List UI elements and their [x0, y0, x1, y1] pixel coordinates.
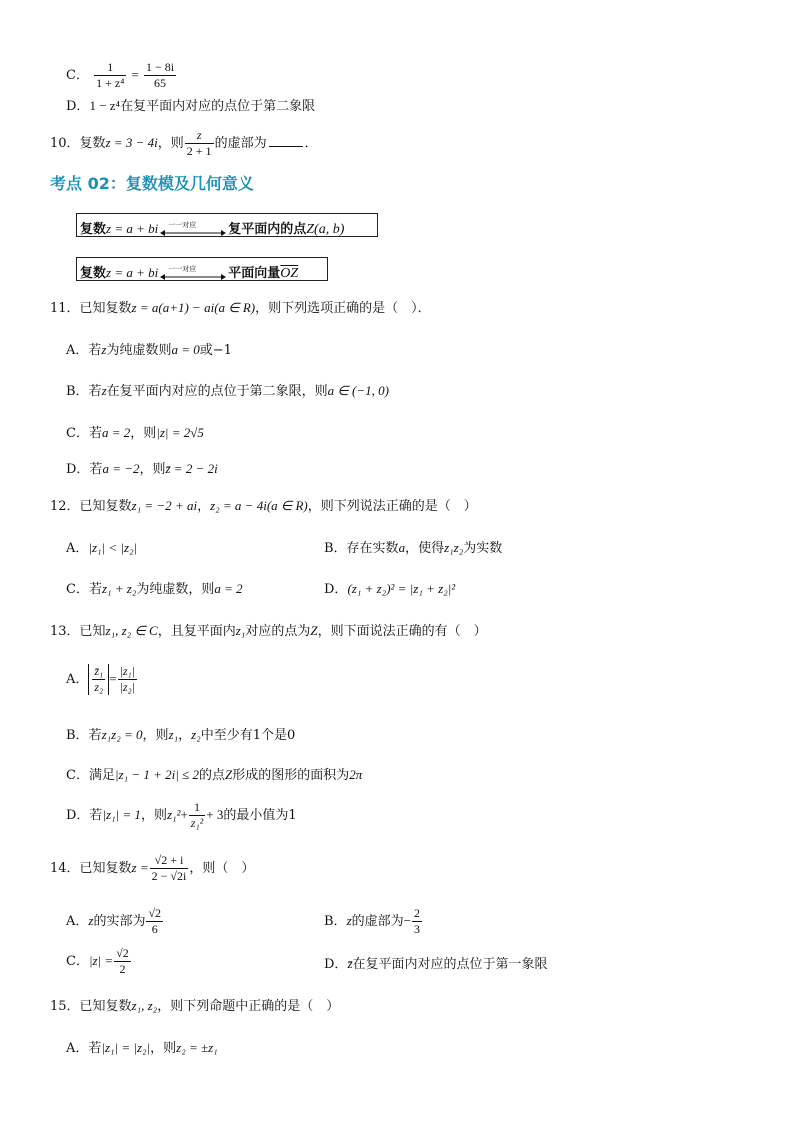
equals-sign: =	[131, 67, 139, 82]
option-text: ，则	[130, 426, 157, 441]
option-text: 为纯虚数，则	[136, 582, 215, 597]
math-expression: z₁z₂ = 0	[101, 727, 143, 742]
stem-text: 的虚部为	[214, 136, 267, 151]
denominator: 2 + 1	[186, 144, 212, 158]
math-expression: z̄	[347, 956, 353, 971]
option-label: B．若	[66, 384, 102, 399]
math-expression: |z₁| = 1	[102, 807, 141, 822]
q13-option-c	[66, 768, 362, 782]
option-label: C．若	[66, 582, 102, 597]
math-expression: z₁²	[166, 807, 181, 822]
box-label: 复平面内的点	[228, 222, 307, 237]
concept-box-point	[76, 213, 378, 237]
denominator: 65	[154, 76, 167, 90]
double-arrow-icon	[160, 220, 226, 236]
fraction	[118, 664, 137, 695]
question-stem: 10．复数	[50, 136, 106, 151]
fraction	[92, 664, 105, 695]
q9-option-c	[66, 60, 177, 91]
question-10	[50, 128, 318, 159]
math-expression: Z(a, b)	[306, 222, 345, 237]
option-text: 的实部为	[93, 914, 146, 929]
q11-option-b	[66, 384, 389, 398]
math-expression: z₂	[191, 727, 201, 742]
absolute-value	[88, 664, 109, 695]
option-label: C．若	[66, 426, 102, 441]
double-arrow-icon	[160, 264, 226, 280]
math-expression: + 3	[206, 807, 224, 822]
option-label: C．	[66, 954, 89, 969]
q13-option-b	[66, 728, 295, 742]
option-label: C．满足	[66, 768, 115, 783]
math-expression: z₁, z₂	[131, 998, 158, 1013]
math-expression: z = 3 − 4i	[105, 135, 158, 150]
numerator: 2	[413, 906, 420, 920]
section-heading: 考点 02：复数模及几何意义	[50, 174, 254, 193]
math-expression: z = a + bi	[106, 221, 159, 236]
numerator: √2	[148, 906, 162, 920]
option-label: B．	[324, 914, 347, 929]
numerator: z̄₁	[94, 664, 104, 678]
math-expression: |z₁| < |z₂|	[88, 540, 138, 555]
question-12	[50, 499, 477, 513]
math-expression: z =	[131, 860, 149, 875]
numerator: √2 + i	[150, 853, 189, 869]
math-expression: z₁ + z₂	[101, 581, 137, 596]
math-expression: a ∈ (−1, 0)	[327, 383, 389, 398]
question-11	[50, 301, 431, 315]
denominator: 3	[413, 922, 420, 936]
math-expression: z	[101, 383, 107, 398]
denominator: z₂	[94, 680, 104, 694]
arrow-label: 一一对应	[168, 220, 197, 229]
question-stem: 11．已知复数	[50, 301, 132, 316]
option-text: 形成的图形的面积为	[232, 768, 350, 783]
numerator: 1	[189, 800, 205, 816]
question-stem: 15．已知复数	[50, 999, 132, 1014]
math-expression: a = 2	[214, 581, 243, 596]
math-expression: Z	[225, 767, 233, 782]
q13-option-d	[66, 800, 297, 831]
math-expression: |z| = 2√5	[156, 425, 204, 440]
math-expression: 2π	[349, 767, 363, 782]
numerator: √2	[116, 946, 129, 960]
option-label: D．若	[66, 808, 103, 823]
stem-text: ，则下列选项正确的是（ ）．	[255, 301, 431, 316]
option-text: 在复平面内对应的点位于第二象限，则	[106, 384, 328, 399]
q12-option-c	[66, 582, 243, 596]
math-expression: |z| =	[88, 953, 114, 968]
option-text: 为实数	[463, 541, 503, 556]
option-text: 在复平面内对应的点位于第一象限	[352, 957, 548, 972]
q11-option-a	[66, 343, 232, 357]
box-label: 平面向量	[228, 266, 281, 281]
fraction	[144, 60, 176, 91]
option-label: D．	[66, 99, 90, 114]
stem-text: ，则下列命题中正确的是（ ）	[157, 999, 340, 1014]
option-text: 中至少有1个是0	[200, 728, 296, 743]
minus-sign: −	[403, 913, 411, 928]
fraction	[412, 906, 422, 937]
stem-text: ，则	[157, 136, 184, 151]
math-expression: a	[398, 540, 406, 555]
q12-option-d	[324, 582, 455, 596]
option-label: A．	[66, 914, 89, 929]
option-text: 或−1	[199, 343, 232, 358]
stem-text: ，则（ ）	[189, 861, 255, 876]
math-expression: |z₁ − 1 + 2i| ≤ 2	[114, 767, 199, 782]
option-label: A．	[66, 672, 89, 687]
denominator: 1 + z⁴	[96, 76, 125, 90]
math-expression: Z	[310, 623, 318, 638]
math-expression: z₁z₂	[444, 540, 464, 555]
option-label: D．	[324, 957, 348, 972]
math-expression: z = a(a+1) − ai(a ∈ R)	[131, 300, 256, 315]
concept-box-vector	[76, 257, 328, 281]
equals-sign: =	[109, 671, 117, 686]
question-stem: 12．已知复数	[50, 499, 132, 514]
question-14	[50, 853, 254, 884]
option-label: D．	[324, 582, 348, 597]
numerator: 1 − 8i	[146, 60, 175, 74]
math-expression: a = 2	[101, 425, 131, 440]
math-expression: z₂ = a − 4i(a ∈ R)	[210, 498, 308, 513]
option-text: 在复平面内对应的点位于第二象限	[120, 99, 316, 114]
q12-option-b	[324, 541, 502, 555]
plus-sign: +	[180, 807, 188, 822]
q11-option-c	[66, 426, 204, 440]
q14-option-c	[66, 946, 132, 977]
numerator: 1	[94, 60, 126, 76]
option-text: ，	[178, 728, 192, 743]
q14-option-a	[66, 906, 164, 937]
denominator: 2	[119, 962, 126, 976]
math-expression: (z₁ + z₂)² = |z₁ + z₂|²	[347, 581, 456, 596]
q9-option-d	[66, 99, 315, 113]
math-expression: z₁	[235, 623, 246, 638]
q14-option-d	[324, 957, 548, 971]
math-expression: 1 − z⁴	[89, 98, 121, 113]
denominator: 6	[151, 922, 158, 936]
numerator: |z₁|	[119, 664, 136, 678]
option-label: D．若	[66, 462, 103, 477]
fraction	[185, 128, 214, 159]
option-text: ，则	[142, 728, 169, 743]
option-text: ，则	[140, 808, 167, 823]
box-label: 复数	[80, 222, 107, 237]
stem-text: ．	[304, 136, 318, 151]
option-text: ，使得	[405, 541, 445, 556]
question-stem: 14．已知复数	[50, 861, 132, 876]
denominator: z₁²	[190, 816, 204, 830]
stem-text: 对应的点为	[245, 624, 311, 639]
option-text: 为纯虚数则	[106, 343, 172, 358]
option-text: ，则	[150, 1041, 177, 1056]
math-expression: z₂ = ±z₁	[176, 1040, 218, 1055]
box-label: 复数	[80, 266, 107, 281]
question-13	[50, 624, 487, 638]
question-stem: 13．已知	[50, 624, 106, 639]
option-label: A．若	[66, 1041, 102, 1056]
vector-expression: $\overline{OZ}$	[280, 266, 299, 281]
numerator: z	[185, 128, 214, 144]
math-expression: z₁	[168, 727, 179, 742]
math-expression: a = 0	[171, 342, 200, 357]
math-expression: z	[101, 342, 107, 357]
option-text: 的虚部为	[351, 914, 404, 929]
math-expression: a = −2	[102, 461, 140, 476]
math-expression: z	[346, 913, 352, 928]
stem-text: ，则下列说法正确的是（ ）	[307, 499, 477, 514]
question-15	[50, 999, 339, 1013]
fraction	[150, 853, 189, 884]
option-label: B．存在实数	[324, 541, 399, 556]
option-text: 的点	[198, 768, 225, 783]
stem-text: ，则下面说法正确的有（ ）	[317, 624, 487, 639]
math-expression: z	[88, 913, 94, 928]
fraction	[189, 800, 205, 831]
option-label: A．	[66, 541, 89, 556]
q11-option-d	[66, 462, 218, 476]
math-expression: z₁ = −2 + ai	[131, 498, 198, 513]
math-expression: |z₁| = |z₂|	[101, 1040, 151, 1055]
option-text: 的最小值为1	[223, 808, 297, 823]
denominator: 2 − √2i	[151, 869, 187, 883]
q13-option-a	[66, 664, 138, 695]
option-label: A．若	[66, 343, 102, 358]
option-label: C．	[66, 68, 89, 83]
math-expression: z₁, z₂ ∈ C	[105, 623, 158, 638]
fraction	[146, 906, 163, 937]
option-text: ，则	[139, 462, 166, 477]
stem-text: ，且复平面内	[157, 624, 236, 639]
math-expression: z = a + bi	[106, 265, 159, 280]
q15-option-a	[66, 1041, 218, 1055]
q12-option-a	[66, 541, 137, 555]
arrow-label: 一一对应	[168, 264, 197, 273]
q14-option-b	[324, 906, 423, 937]
fraction	[94, 60, 126, 91]
stem-text: ，	[197, 499, 211, 514]
math-expression: z̄ = 2 − 2i	[165, 461, 218, 476]
denominator: |z₂|	[119, 680, 136, 694]
option-label: B．若	[66, 728, 102, 743]
fraction	[114, 946, 131, 977]
answer-blank[interactable]	[269, 137, 303, 147]
